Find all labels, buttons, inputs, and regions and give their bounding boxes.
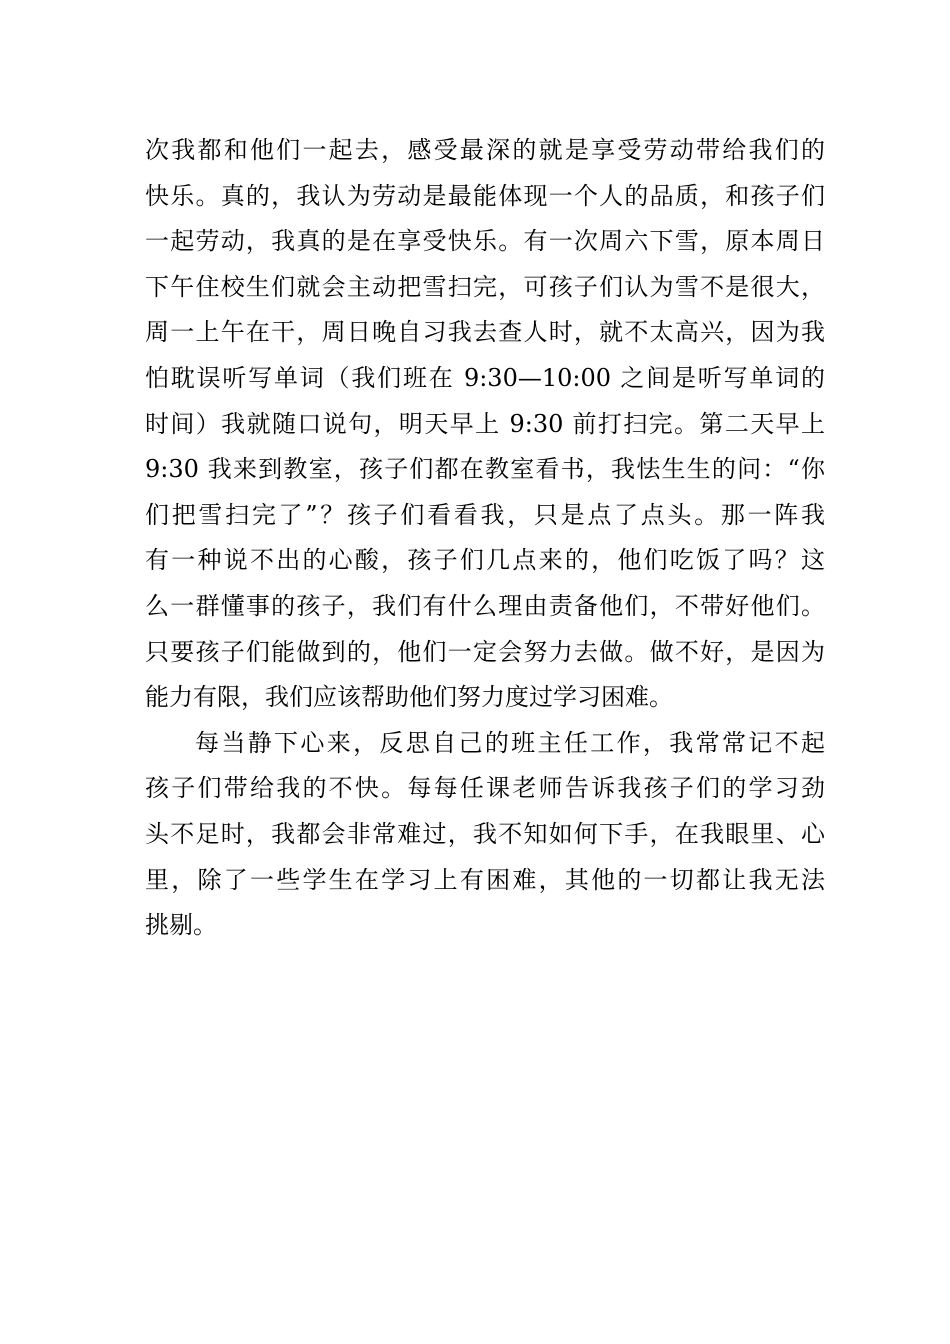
text-line: 一起劳动，我真的是在享受快乐。有一次周六下雪，原本周日 [145,227,825,256]
text-line: 只要孩子们能做到的，他们一定会努力去做。做不好，是因为 [145,637,825,666]
text-line: 孩子们带给我的不快。每每任课老师告诉我孩子们的学习劲 [145,774,825,803]
text-line: 快乐。真的，我认为劳动是最能体现一个人的品质，和孩子们 [145,181,825,210]
text-line: 怕耽误听写单词（我们班在 9:30—10:00 之间是听写单词的 [145,363,825,392]
text-line: 每当静下心来，反思自己的班主任工作，我常常记不起 [195,728,825,757]
text-line: 能力有限，我们应该帮助他们努力度过学习困难。 [145,683,673,712]
text-line: 有一种说不出的心酸，孩子们几点来的，他们吃饭了吗？这 [145,546,825,575]
paragraph-1 [145,128,825,721]
text-line: 挑剔。 [145,911,217,940]
text-line: 次我都和他们一起去，感受最深的就是享受劳动带给我们的 [145,136,825,164]
text-line: 9:30 我来到教室，孩子们都在教室看书，我怯生生的问：“你 [145,455,825,484]
text-line: 们把雪扫完了”？孩子们看看我，只是点了点头。那一阵我 [145,500,825,529]
text-line: 周一上午在干，周日晚自习我去查人时，就不太高兴，因为我 [145,318,825,347]
text-line: 么一群懂事的孩子，我们有什么理由责备他们，不带好他们。 [145,591,825,620]
paragraph-2 [145,721,825,949]
text-line: 下午住校生们就会主动把雪扫完，可孩子们认为雪不是很大， [145,272,825,301]
document-body [145,128,825,949]
text-line: 时间）我就随口说句，明天早上 9:30 前打扫完。第二天早上 [145,409,825,438]
text-line: 里，除了一些学生在学习上有困难，其他的一切都让我无法 [145,865,825,894]
text-line: 头不足时，我都会非常难过，我不知如何下手，在我眼里、心 [145,819,825,848]
